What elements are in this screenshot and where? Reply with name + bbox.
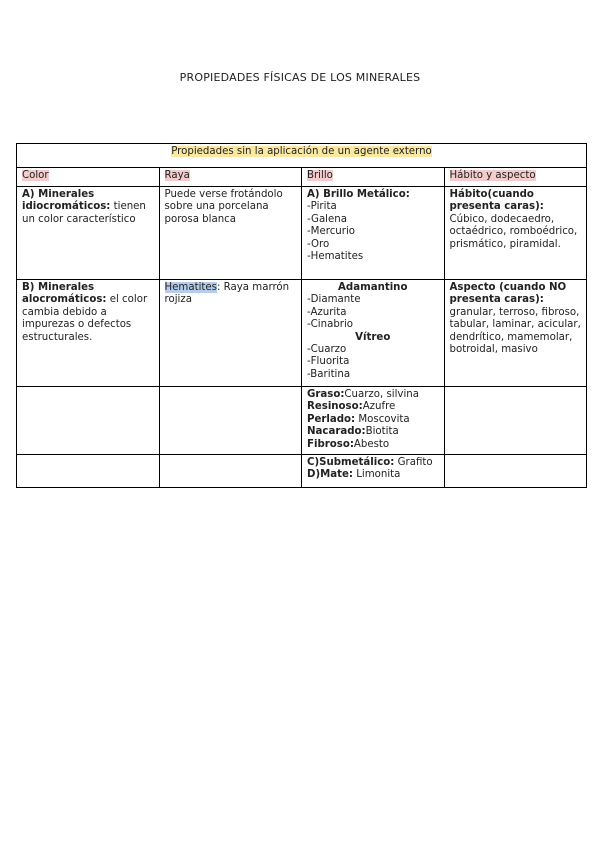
row2-brillo-heading-adamantino: Adamantino (338, 282, 408, 293)
row4-color-cell (17, 455, 160, 488)
table-row (17, 387, 587, 455)
header-raya-cell (159, 168, 302, 187)
table-title-cell (17, 144, 587, 168)
list-item (307, 401, 439, 413)
list-item: -Galena (307, 213, 347, 225)
header-color-cell (17, 168, 160, 187)
header-brillo-cell (302, 168, 445, 187)
row1-habito-label: Hábito(cuando presenta caras): (449, 189, 544, 213)
header-habito-cell (444, 168, 587, 187)
row1-color-cell (17, 187, 160, 280)
list-item: -Cuarzo (307, 344, 347, 356)
entry-label: C)Submetálico: (307, 457, 395, 468)
list-item (307, 457, 439, 469)
table-row (17, 455, 587, 488)
list-item: -Baritina (307, 368, 351, 380)
document-title: PROPIEDADES FÍSICAS DE LOS MINERALES (179, 71, 421, 84)
entry-text: Azufre (362, 401, 396, 413)
entry-label: D)Mate: (307, 469, 353, 481)
table-row (17, 280, 587, 387)
row1-raya-text: Puede verse frotándolo sobre una porcelana porosa blanca (164, 189, 283, 225)
list-item (307, 414, 439, 426)
row2-habito-label: Aspecto (cuando NO presenta caras): (449, 282, 567, 306)
list-item: -Cinabrio (307, 319, 354, 331)
list-item (307, 469, 439, 481)
table-row (17, 187, 587, 280)
row4-brillo-cell (302, 455, 445, 488)
row1-color-text: tienen un color característico (22, 201, 146, 225)
row3-raya-cell (159, 387, 302, 455)
table-title-row (17, 144, 587, 168)
row2-color-text: el color cambia debido a impurezas o defectos estructurales. (22, 294, 148, 343)
row1-brillo-cell (302, 187, 445, 280)
list-item: -Fluorita (307, 356, 350, 368)
list-item: -Hematites (307, 251, 364, 263)
row4-raya-cell (159, 455, 302, 488)
entry-text: Limonita (352, 469, 401, 481)
list-item: -Mercurio (307, 226, 356, 238)
row3-habito-cell (444, 387, 587, 455)
entry-label: Nacarado: (307, 426, 366, 438)
row2-brillo-heading-vitreo: Vítreo (355, 331, 391, 343)
header-habito: Hábito y aspecto (449, 170, 536, 181)
row2-habito-cell (444, 280, 587, 387)
list-item (307, 426, 439, 438)
list-item: -Azurita (307, 306, 347, 318)
table-title: Propiedades sin la aplicación de un agente externo (171, 146, 432, 157)
row1-color-label: A) Minerales idiocromáticos: (22, 189, 111, 213)
entry-label: Resinoso: (307, 401, 363, 413)
row2-raya-cell (159, 280, 302, 387)
entry-label: Perlado: (307, 413, 356, 425)
row2-habito-text: granular, terroso, fibroso, tabular, laminar, acicular, dendrítico, mamemolar, botroidal, masivo (449, 306, 581, 356)
row1-raya-cell (159, 187, 302, 280)
entry-label: Fibroso: (307, 438, 354, 450)
row2-color-label: B) Minerales alocromáticos: (22, 282, 107, 306)
row4-habito-cell (444, 455, 587, 488)
entry-text: Biotita (365, 426, 399, 438)
row2-brillo-cell (302, 280, 445, 387)
entry-text: Cuarzo, silvina (344, 389, 419, 400)
list-item (307, 389, 439, 401)
row2-color-cell (17, 280, 160, 387)
header-color: Color (22, 170, 49, 181)
row1-brillo-label: A) Brillo Metálico: (307, 189, 410, 200)
list-item: -Diamante (307, 294, 361, 306)
row3-color-cell (17, 387, 160, 455)
row3-brillo-cell (302, 387, 445, 455)
properties-table (16, 143, 587, 488)
list-item: -Pirita (307, 201, 337, 213)
header-raya: Raya (164, 170, 190, 181)
header-brillo: Brillo (307, 170, 333, 181)
row2-raya-highlight: Hematites (164, 282, 217, 293)
row2-raya-text: : Raya marrón rojiza (164, 282, 290, 306)
table-header-row (17, 168, 587, 187)
entry-label: Graso: (307, 389, 345, 400)
entry-text: Moscovita (355, 413, 410, 425)
entry-text: Abesto (353, 438, 390, 450)
entry-text: Grafito (394, 457, 433, 468)
list-item: -Oro (307, 238, 330, 250)
row1-habito-text: Cúbico, dodecaedro, octaédrico, romboédrico, prismático, piramidal. (449, 213, 578, 250)
row1-habito-cell (444, 187, 587, 280)
list-item (307, 439, 439, 451)
